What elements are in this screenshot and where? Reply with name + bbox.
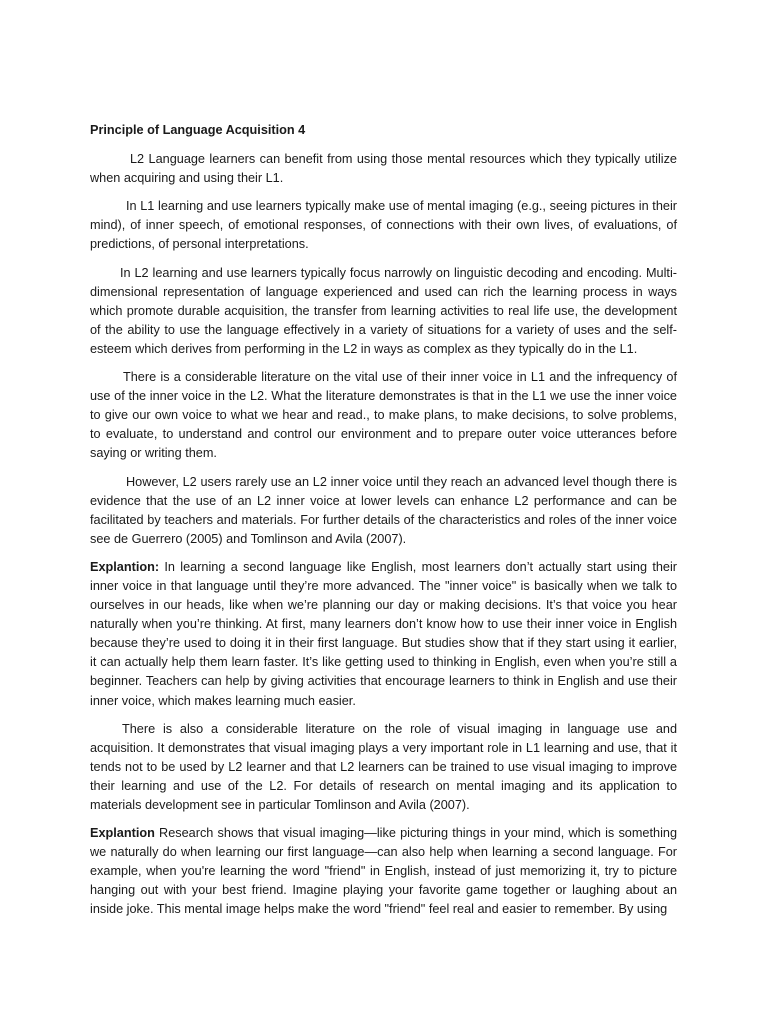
document-page — [90, 121, 677, 929]
paragraph — [90, 150, 677, 188]
paragraph-text: There is also a considerable literature on the role of visual imaging in language use and acquisition. It demonstrates that visual imaging plays a very important role in L1 learning and use, that it tends not to be used by L2 learner and that L2 learners can be trained to use visual imaging to improve their learning and use of the L2. For details of research on mental imaging and its application to materials development see in particular Tomlinson and Avila (2007). — [90, 721, 677, 812]
paragraph-lead: Explantion: — [90, 559, 160, 574]
paragraph-text: In learning a second language like English, most learners don’t actually start using their inner voice in that language until they’re more advanced. The "inner voice" is basically when we talk to ourselves in our heads, like when we’re planning our day or making decisions. It’s that voice you hear naturally when you’re thinking. At first, many learners don’t know how to use their inner voice in English because they’re used to doing it in their first language. But studies show that if they start using it earlier, it can actually help them learn faster. It’s like getting used to thinking in English, even when you’re still a beginner. Teachers can help by giving activities that encourage learners to think in English and use their inner voice, which makes learning much easier. — [90, 559, 677, 708]
paragraph — [90, 197, 677, 254]
paragraph-text: In L1 learning and use learners typically make use of mental imaging (e.g., seeing pictures in their mind), of inner speech, of emotional responses, of connections with their own lives, of evaluations, of predictions, of personal interpretations. — [90, 199, 677, 252]
paragraph-text: L2 Language learners can benefit from using those mental resources which they typically utilize when acquiring and using their L1. — [90, 152, 677, 186]
document-title: Principle of Language Acquisition 4 — [90, 123, 306, 137]
paragraph — [90, 720, 677, 815]
paragraph — [90, 473, 677, 549]
paragraph — [90, 264, 677, 359]
paragraph-list — [90, 150, 677, 919]
paragraph-text: However, L2 users rarely use an L2 inner voice until they reach an advanced level though there is evidence that the use of an L2 inner voice at lower levels can enhance L2 performance and can be facilitated by teachers and materials. For further details of the characteristics and roles of the inner voice see de Guerrero (2005) and Tomlinson and Avila (2007). — [90, 474, 677, 546]
paragraph-text: There is a considerable literature on the vital use of their inner voice in L1 and the infrequency of use of the inner voice in the L2. What the literature demonstrates is that in the L1 we use the inner voice to give our own voice to what we hear and read., to make plans, to make decisions, to solve problems, to evaluate, to understand and control our environment and to prepare outer voice utterances before saying or writing them. — [90, 370, 677, 461]
paragraph-text: In L2 learning and use learners typically focus narrowly on linguistic decoding and encoding. Multi-dimensional representation of language experienced and used can rich the learning process in ways which promote durable acquisition, the transfer from learning activities to real life use, the development of the ability to use the language effectively in a variety of situations for a variety of uses and the self-esteem which derives from performing in the L2 in ways as complex as they typically do in the L1. — [90, 265, 677, 356]
paragraph — [90, 368, 677, 463]
paragraph-lead: Explantion — [90, 826, 155, 841]
paragraph-text: Research shows that visual imaging—like picturing things in your mind, which is something we naturally do when learning our first language—can also help when learning a second language. For example, when you're learning the word "friend" in English, instead of just memorizing it, try to picture hanging out with your best friend. Imagine playing your favorite game together or laughing about an inside joke. This mental image helps make the word "friend" feel real and easier to remember. By using — [90, 826, 677, 917]
paragraph — [90, 824, 677, 919]
paragraph — [90, 558, 677, 711]
